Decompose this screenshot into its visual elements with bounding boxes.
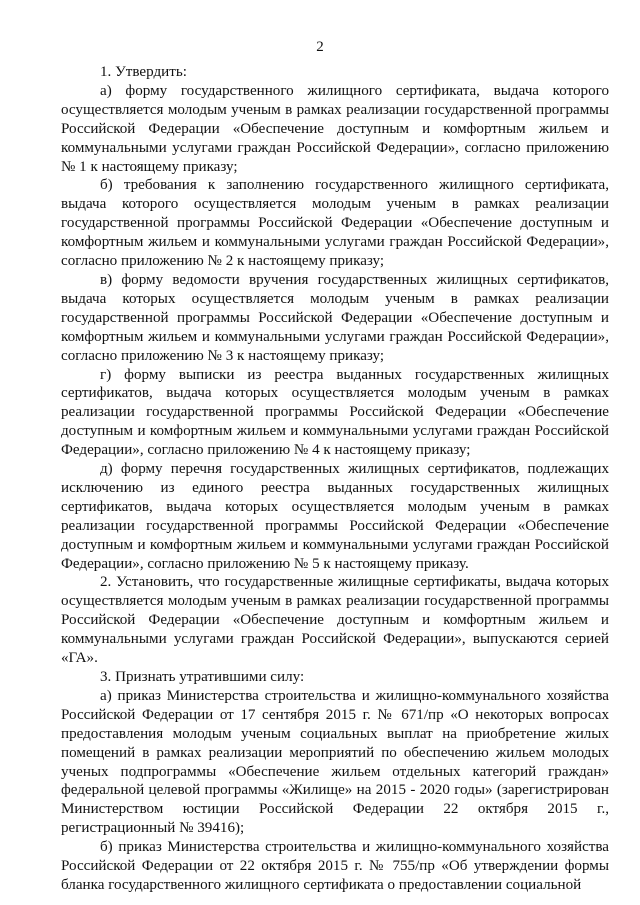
document-body — [61, 63, 609, 895]
paragraph-item-1b: б) требования к заполнению государственного жилищного сертификата, выдача которого осуществляется молодым ученым в рамках реализации государственной программы Российской Федерации «Обеспечение доступным и комфортным жильем и коммунальными услугами граждан Российской Федерации», согласно приложению № 2 к настоящему приказу; — [61, 177, 609, 270]
paragraph-item-3a: а) приказ Министерства строительства и жилищно-коммунального хозяйства Российской Федерации от 17 сентября 2015 г. № 671/пр «О некоторых вопросах предоставления молодым ученым социальных выплат на приобретение жилых помещений в рамках реализации мероприятий по обеспечению жильем молодых ученых подпрограммы «Обеспечение жильем отдельных категорий граждан» федеральной целевой программы «Жилище» на 2015 - 2020 годы» (зарегистрирован Министерством юстиции Российской Федерации 22 октября 2015 г., регистрационный № 39416); — [61, 687, 609, 837]
page-number: 2 — [316, 39, 324, 55]
paragraph-item-1d: д) форму перечня государственных жилищных сертификатов, подлежащих исключению из единого реестра выданных государственных жилищных сертификатов, выдача которых осуществляется молодым ученым в рамках реализации государственной программы Российской Федерации «Обеспечение доступным и комфортным жильем и коммунальными услугами граждан Российской Федерации», согласно приложению № 5 к настоящему приказу. — [61, 461, 609, 572]
paragraph-item-1-heading: 1. Утвердить: — [100, 64, 187, 80]
paragraph-item-1a: а) форму государственного жилищного сертификата, выдача которого осуществляется молодым ученым в рамках реализации государственной программы Российской Федерации «Обеспечение доступным и комфортным жильем и коммунальными услугами граждан Российской Федерации», согласно приложению № 1 к настоящему приказу; — [61, 82, 609, 175]
paragraph-item-1g: г) форму выписки из реестра выданных государственных жилищных сертификатов, выдача которых осуществляется молодым ученым в рамках реализации государственной программы Российской Федерации «Обеспечение доступным и комфортным жильем и коммунальными услугами граждан Российской Федерации», согласно приложению № 4 к настоящему приказу; — [61, 366, 609, 459]
paragraph-item-3b: б) приказ Министерства строительства и жилищно-коммунального хозяйства Российской Федерации от 22 октября 2015 г. № 755/пр «Об утверждении формы бланка государственного жилищного сертификата о предоставлении социальной — [61, 839, 609, 893]
paragraph-item-2: 2. Установить, что государственные жилищные сертификаты, выдача которых осуществляется молодым ученым в рамках реализации государственной программы Российской Федерации «Обеспечение доступным и комфортным жильем и коммунальными услугами граждан Российской Федерации», выпускаются серией «ГА». — [61, 574, 609, 667]
paragraph-item-1v: в) форму ведомости вручения государственных жилищных сертификатов, выдача которых осуществляется молодым ученым в рамках реализации государственной программы Российской Федерации «Обеспечение доступным и комфортным жильем и коммунальными услугами граждан Российской Федерации», согласно приложению № 3 к настоящему приказу; — [61, 271, 609, 364]
paragraph-item-3-heading: 3. Признать утратившими силу: — [100, 669, 305, 685]
